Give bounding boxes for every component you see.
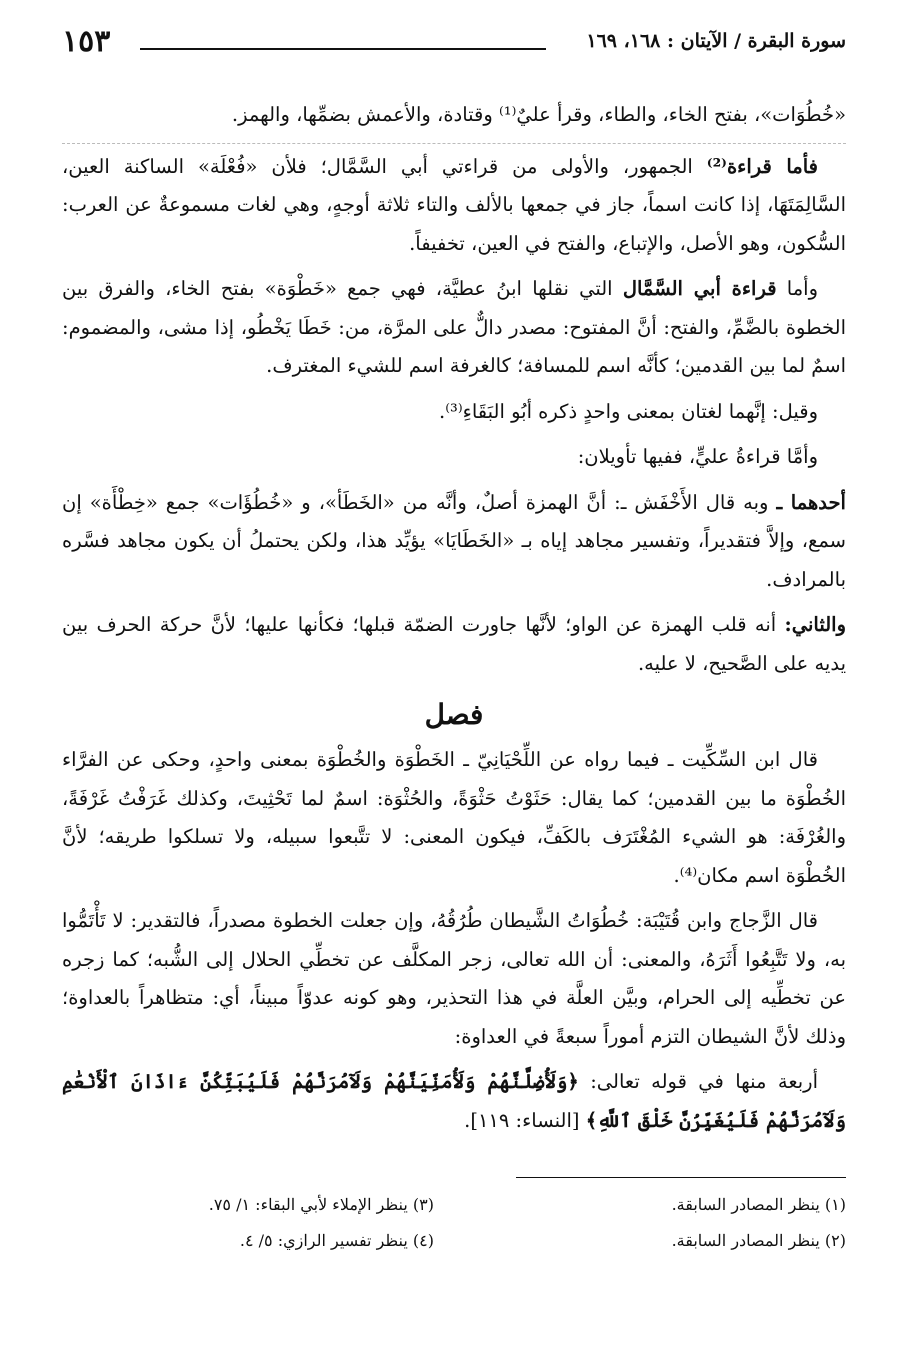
- footnote: (٤) ينظر تفسير الرازي: ٥/ ٤.: [239, 1231, 434, 1250]
- paragraph: [62, 270, 846, 393]
- paragraph-text: التي نقلها ابنُ عطيَّة، فهي جمع «خَطْوَة» بفتح الخاء، والفرق بين الخطوة بالضَّمِّ، والفتح: أنَّ المفتوح: مصدر دالٌّ على المرَّة، من: خَطَا يَخْطُو، إذا مشى، والمضموم: اسمٌ لما بين القدمين؛ كأنَّه اسم للمسافة؛ كالغرفة اسم للشيء المغترف.: [62, 277, 846, 377]
- verse-reference: [النساء: ١١٩].: [464, 1108, 586, 1132]
- paragraph: [62, 606, 846, 690]
- paragraph: قال ابن السِّكِّيت ـ فيما رواه عن اللِّحْيَانِيّ ـ الخَطْوَة والخُطْوَة بمعنى واحدٍ، وحكى عن الفرَّاء الخُطْوَة ما بين القدمين؛ كما يقال: حَثَوْتُ حَثْوَةً، والحُثْوَة: اسمٌ لما تَحْثِيتَ، وكذلك غَرَفْتُ غَرْفَةً، والغُرْفَة: هو الشيء المُغْتَرَف بالكَفِّ، فيكون المعنى: لا تتَّبعوا سبيله، ولا تسلكوا طريقه؛ لأنَّ الخُطْوَة اسم مكان⁽⁴⁾.: [62, 748, 846, 887]
- page-body: [62, 96, 846, 1147]
- footnotes: [62, 1192, 846, 1254]
- paragraph: وقيل: إنَّهما لغتان بمعنى واحدٍ ذكره أبُو البَقَاءِ⁽³⁾.: [439, 399, 818, 423]
- paragraph: قال الزَّجاج وابن قُتَيْبَة: خُطُوَاتُ الشَّيطان طُرُقُهُ، وإن جعلت الخطوة مصدراً، فالتقدير: لا تَأْتَمُّوا به، ولا تَتَّبِعُوا أَثَرَهُ، والمعنى: أن الله تعالى، زجر المكلَّف عن تخطِّي الحلال إلى الشُّبه؛ كما زجره عن تخطِّيه إلى الحرام، وبيَّن العلَّة في هذا التحذير، وهو كونه عدوّاً مبيناً، أي: متظاهراً بالعداوة؛ وذلك لأنَّ الشيطان التزم أموراً سبعةً في العداوة:: [62, 909, 846, 1048]
- book-page: [62, 24, 846, 1344]
- lead-phrase: والثاني:: [784, 613, 846, 636]
- paragraph-text: الجمهور، والأولى من قراءتي أبي السَّمَّال؛ فلأن «فُعْلَة» الساكنة العين، السَّالِمَتَهَا، إذا كانت اسماً، جاز في جمعها بالألف والتاء ثلاثة أوجهٍ، وهي لغات مسموعةٌ عن العرب: السُّكون، وهو الأصل، والإتباع، والفتح في العين، تخفيفاً.: [62, 154, 846, 255]
- paragraph: [62, 484, 846, 607]
- page-header: [62, 24, 846, 68]
- paragraph: [62, 148, 846, 271]
- paragraph-text: وأما: [776, 277, 819, 300]
- footnote: (٢) ينظر المصادر السابقة.: [671, 1231, 846, 1250]
- paragraph: [62, 1063, 846, 1147]
- section-heading: فصل: [424, 698, 484, 731]
- lead-phrase: أحدهما ـ: [776, 490, 846, 514]
- paragraph-text: أربعة منها في قوله تعالى:: [578, 1070, 818, 1093]
- lead-phrase: فأما قراءة⁽²⁾: [706, 154, 818, 178]
- paragraph-text: أنه قلب الهمزة عن الواو؛ لأنَّها جاورت الضمّة قبلها؛ فكأنها عليها؛ لأنَّ حركة الحرف بين يديه على الصَّحيح، لا عليه.: [62, 613, 846, 675]
- page-number: ١٥٣: [62, 24, 111, 59]
- lead-phrase: قراءة أبي السَّمَّال: [622, 277, 777, 300]
- paragraph: وأمَّا قراءةُ عليٍّ، ففيها تأويلان:: [577, 445, 818, 468]
- footnote: (٣) ينظر الإملاء لأبي البقاء: ١/ ٧٥.: [208, 1195, 434, 1214]
- quran-verse: ﴿وَلَأُضِلَّنَّهُمْ وَلَأُمَنِّيَنَّهُمْ وَلَآمُرَنَّهُمْ فَلَيُبَتِّكُنَّ ءَاذَانَ ٱلْأَنْعَٰمِ وَلَآمُرَنَّهُمْ فَلَيُغَيِّرُنَّ خَلْقَ ٱللَّهِ﴾: [62, 1070, 846, 1132]
- footnote: (١) ينظر المصادر السابقة.: [671, 1195, 846, 1214]
- surah-header-title: سورة البقرة / الآيتان : ١٦٨، ١٦٩: [586, 30, 846, 52]
- header-rule: [140, 48, 546, 50]
- paragraph: «خُطُوَات»، بفتح الخاء، والطاء، وقرأ عليٌ⁽¹⁾ وقتادة، والأعمش بضمِّها، والهمز.: [62, 96, 846, 144]
- footnote-rule: [516, 1177, 846, 1178]
- paragraph-text: وبه قال الأَخْفَش ـ: أنَّ الهمزة أصلٌ، وأنَّه من «الخَطَأ»، و «خُطُؤَات» جمع «خِطْأَة» إن سمع، وإلاَّ فتقديراً، وتفسير مجاهد إياه بـ «الخَطَايَا» يؤيِّد هذا، ولكن يحتملُ أن يكون مجاهد فسَّره بالمرادف.: [62, 490, 846, 591]
